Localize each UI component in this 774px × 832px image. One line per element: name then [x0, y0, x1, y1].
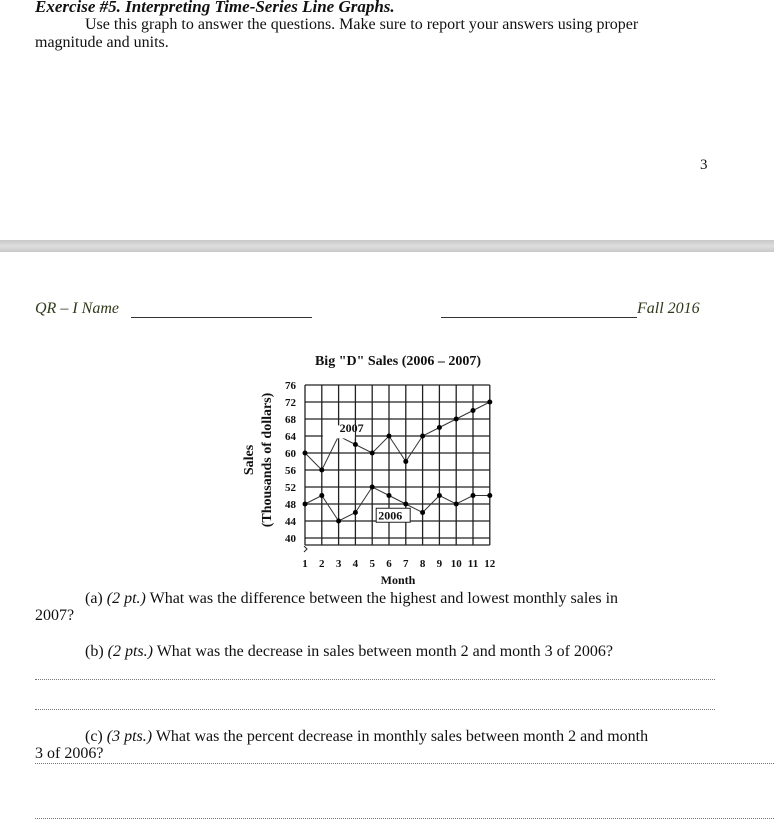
x-tick-label: 11: [467, 558, 479, 570]
data-point-2006: [454, 502, 459, 507]
question-c: [85, 728, 648, 746]
x-tick-label: 1: [302, 558, 308, 570]
question-b: [85, 643, 613, 661]
axis-break-icon: [304, 546, 307, 552]
question-a: [85, 590, 618, 608]
question-a-label: (a): [85, 590, 103, 607]
series-label-2006: 2006: [378, 508, 403, 523]
y-tick-label: 60: [285, 448, 296, 460]
answer-line[interactable]: [35, 709, 715, 710]
data-point-2007: [437, 425, 442, 430]
chart-title: Big "D" Sales (2006 – 2007): [314, 354, 482, 369]
second-blank[interactable]: [441, 317, 637, 318]
x-tick-label: 4: [352, 558, 359, 570]
y-tick-label: 52: [285, 482, 296, 494]
y-tick-label: 72: [285, 397, 296, 409]
y-tick-label: 56: [285, 465, 296, 477]
x-tick-label: 6: [386, 558, 392, 570]
data-point-2007: [403, 459, 408, 464]
y-tick-label: 48: [285, 499, 296, 511]
question-a-text: What was the difference between the highest and lowest monthly sales in: [149, 590, 619, 607]
course-name-label: QR – I Name: [35, 300, 119, 317]
data-point-2006: [403, 502, 408, 507]
data-point-2007: [454, 417, 459, 422]
question-c-points: (3 pts.): [106, 728, 153, 745]
sales-line-chart: [235, 345, 510, 595]
data-point-2007: [420, 434, 425, 439]
question-b-points: (2 pts.): [107, 643, 153, 660]
data-point-2007: [303, 451, 308, 456]
question-c-text-cont: 3 of 2006?: [35, 745, 104, 762]
answer-line[interactable]: [35, 679, 715, 680]
question-c-label: (c): [85, 728, 103, 745]
data-point-2006: [420, 510, 425, 515]
question-b-label: (b): [85, 643, 104, 660]
x-axis-label: Month: [380, 573, 416, 587]
page-separator: [0, 240, 774, 252]
x-tick-label: 7: [403, 558, 409, 570]
data-point-2006: [487, 493, 492, 498]
y-tick-label: 64: [285, 431, 296, 443]
data-point-2007: [370, 451, 375, 456]
question-b-text: What was the decrease in sales between month 2 and month 3 of 2006?: [156, 643, 614, 660]
x-tick-label: 9: [436, 558, 443, 570]
term-label: Fall 2016: [637, 300, 700, 317]
data-point-2007: [471, 408, 476, 413]
data-point-2006: [336, 519, 341, 524]
instructions-line-2: magnitude and units.: [35, 34, 169, 51]
question-a-points: (2 pt.): [106, 590, 146, 607]
data-point-2007: [353, 442, 358, 447]
y-tick-label: 68: [285, 414, 296, 426]
y-tick-label: 44: [285, 516, 296, 528]
data-point-2007: [387, 434, 392, 439]
data-point-2006: [471, 493, 476, 498]
question-c-text: What was the percent decrease in monthly sales between month 2 and month: [155, 728, 649, 745]
y-axis-label: Sales: [242, 444, 257, 476]
exercise-title: Exercise #5. Interpreting Time-Series Line Graphs.: [35, 0, 395, 16]
data-point-2006: [387, 493, 392, 498]
page-number: 3: [700, 157, 708, 173]
data-point-2006: [353, 510, 358, 515]
x-tick-label: 10: [450, 558, 462, 570]
x-tick-label: 8: [419, 558, 426, 570]
x-tick-label: 12: [484, 558, 496, 570]
data-point-2006: [303, 502, 308, 507]
data-point-2006: [370, 485, 375, 490]
series-label-2007: 2007: [339, 421, 364, 435]
question-a-text-cont: 2007?: [35, 607, 75, 624]
x-tick-label: 5: [369, 558, 375, 570]
data-point-2007: [319, 468, 324, 473]
x-tick-label: 3: [335, 558, 342, 570]
name-blank[interactable]: [131, 317, 312, 318]
instructions-line-1: Use this graph to answer the questions. Make sure to report your answers using proper: [85, 16, 639, 33]
y-axis-sublabel: (Thousands of dollars): [260, 392, 275, 528]
data-point-2007: [487, 400, 492, 405]
answer-line[interactable]: [35, 818, 774, 819]
answer-line[interactable]: [35, 763, 774, 764]
x-tick-label: 2: [319, 558, 325, 570]
y-tick-label: 76: [285, 380, 296, 392]
data-point-2006: [319, 493, 324, 498]
data-point-2006: [437, 493, 442, 498]
y-tick-label: 40: [285, 533, 296, 545]
